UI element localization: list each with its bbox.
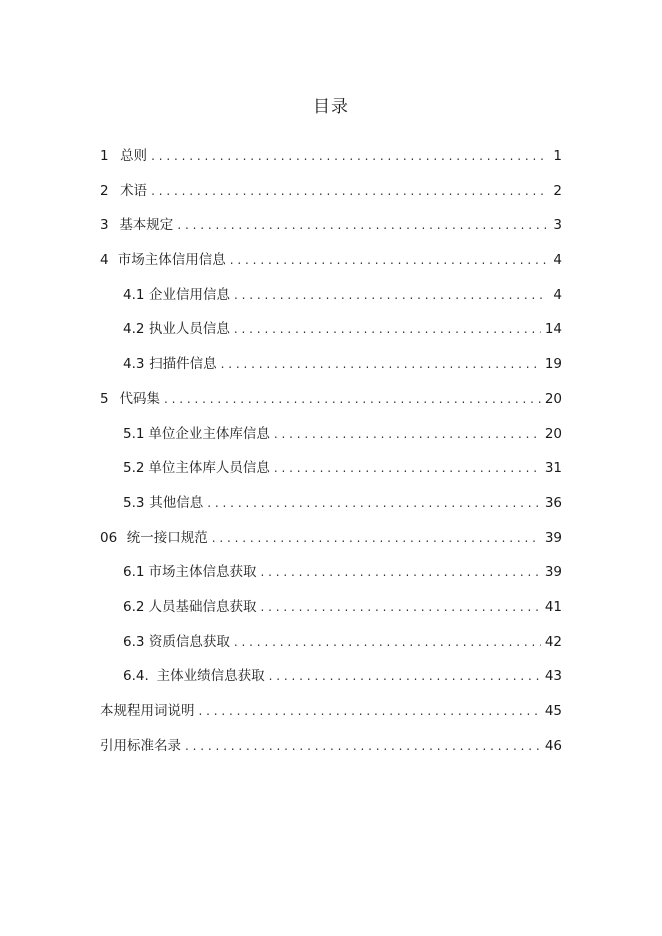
toc-label: 单位企业主体库信息 [148, 425, 270, 442]
toc-leader [221, 354, 541, 374]
toc-entry-4-2[interactable] [100, 319, 562, 354]
toc-leader [269, 666, 541, 686]
toc-entry-6-3[interactable] [100, 632, 562, 667]
toc-page: 39 [544, 529, 562, 546]
toc-number: 1 [100, 148, 109, 164]
toc-page: 2 [553, 182, 562, 199]
toc-number: 6.3 [123, 633, 145, 650]
table-of-contents [100, 146, 562, 770]
toc-number: 06 [100, 529, 118, 546]
toc-label: 主体业绩信息获取 [156, 668, 265, 685]
toc-entry-3[interactable] [100, 215, 562, 250]
toc-label: 单位主体库人员信息 [148, 460, 270, 477]
toc-leader [234, 632, 541, 652]
toc-leader [199, 701, 541, 721]
toc-entry-1[interactable] [100, 146, 562, 181]
toc-number: 6.4. [123, 668, 149, 685]
toc-page: 19 [544, 356, 562, 373]
toc-page: 20 [544, 425, 562, 442]
toc-number: 6.2 [123, 598, 145, 615]
toc-page: 3 [553, 217, 562, 234]
toc-entry-5-1[interactable] [100, 424, 562, 459]
toc-page: 14 [544, 321, 562, 338]
toc-entry-4-3[interactable] [100, 354, 562, 389]
toc-leader [234, 285, 548, 305]
toc-leader [185, 736, 541, 756]
toc-entry-6-1[interactable] [100, 562, 562, 597]
toc-entry-2[interactable] [100, 181, 562, 216]
toc-page: 4 [553, 286, 562, 303]
toc-leader [261, 597, 541, 617]
toc-page: 1 [553, 148, 562, 164]
toc-number: 4.3 [123, 356, 145, 373]
toc-entry-5-3[interactable] [100, 493, 562, 528]
toc-page: 41 [544, 598, 562, 615]
toc-label: 基本规定 [119, 217, 174, 234]
toc-entry-4[interactable] [100, 250, 562, 285]
toc-leader [212, 528, 541, 548]
toc-page: 39 [544, 564, 562, 581]
toc-label: 市场主体信用信息 [117, 252, 226, 269]
toc-number: 4 [100, 252, 109, 269]
toc-entry-referenced-standards[interactable] [100, 736, 562, 771]
toc-number: 5.3 [123, 494, 145, 511]
toc-page: 42 [544, 633, 562, 650]
toc-label: 引用标准名录 [100, 737, 181, 754]
toc-label: 扫描件信息 [149, 356, 217, 373]
toc-number: 5 [100, 390, 109, 407]
toc-page: 20 [544, 390, 562, 407]
toc-leader [164, 389, 541, 409]
toc-label: 统一接口规范 [126, 529, 208, 546]
toc-label: 人员基础信息获取 [148, 598, 257, 615]
toc-page: 46 [544, 737, 562, 754]
toc-leader [177, 215, 548, 235]
toc-number: 5.2 [123, 460, 145, 477]
toc-entry-4-1[interactable] [100, 285, 562, 320]
toc-label: 本规程用词说明 [100, 703, 195, 719]
toc-leader [230, 250, 548, 270]
toc-page: 31 [544, 460, 562, 477]
toc-leader [151, 146, 548, 166]
toc-entry-6[interactable] [100, 528, 562, 563]
toc-leader [274, 424, 541, 444]
toc-label: 代码集 [119, 390, 160, 407]
toc-entry-6-4[interactable] [100, 666, 562, 701]
toc-leader [207, 493, 541, 513]
toc-label: 术语 [120, 182, 148, 199]
toc-number: 4.1 [123, 286, 145, 303]
toc-number: 5.1 [123, 425, 145, 442]
toc-label: 企业信用信息 [149, 286, 231, 303]
page-title: 目录 [313, 97, 349, 117]
toc-label: 市场主体信息获取 [148, 564, 257, 581]
toc-entry-5[interactable] [100, 389, 562, 424]
toc-page: 45 [544, 703, 562, 719]
toc-number: 6.1 [123, 564, 145, 581]
toc-entry-5-2[interactable] [100, 458, 562, 493]
toc-page: 4 [553, 252, 562, 269]
toc-leader [261, 562, 541, 582]
toc-label: 总则 [120, 148, 148, 164]
toc-page: 36 [544, 494, 562, 511]
toc-leader [234, 319, 541, 339]
toc-label: 资质信息获取 [148, 633, 230, 650]
toc-entry-terms-explanation[interactable] [100, 701, 562, 736]
toc-number: 2 [100, 182, 109, 199]
toc-page: 43 [544, 668, 562, 685]
toc-number: 4.2 [123, 321, 145, 338]
toc-number: 3 [100, 217, 109, 234]
toc-label: 执业人员信息 [148, 321, 230, 338]
toc-leader [151, 181, 548, 201]
toc-leader [274, 458, 541, 478]
toc-entry-6-2[interactable] [100, 597, 562, 632]
toc-label: 其他信息 [149, 494, 204, 511]
